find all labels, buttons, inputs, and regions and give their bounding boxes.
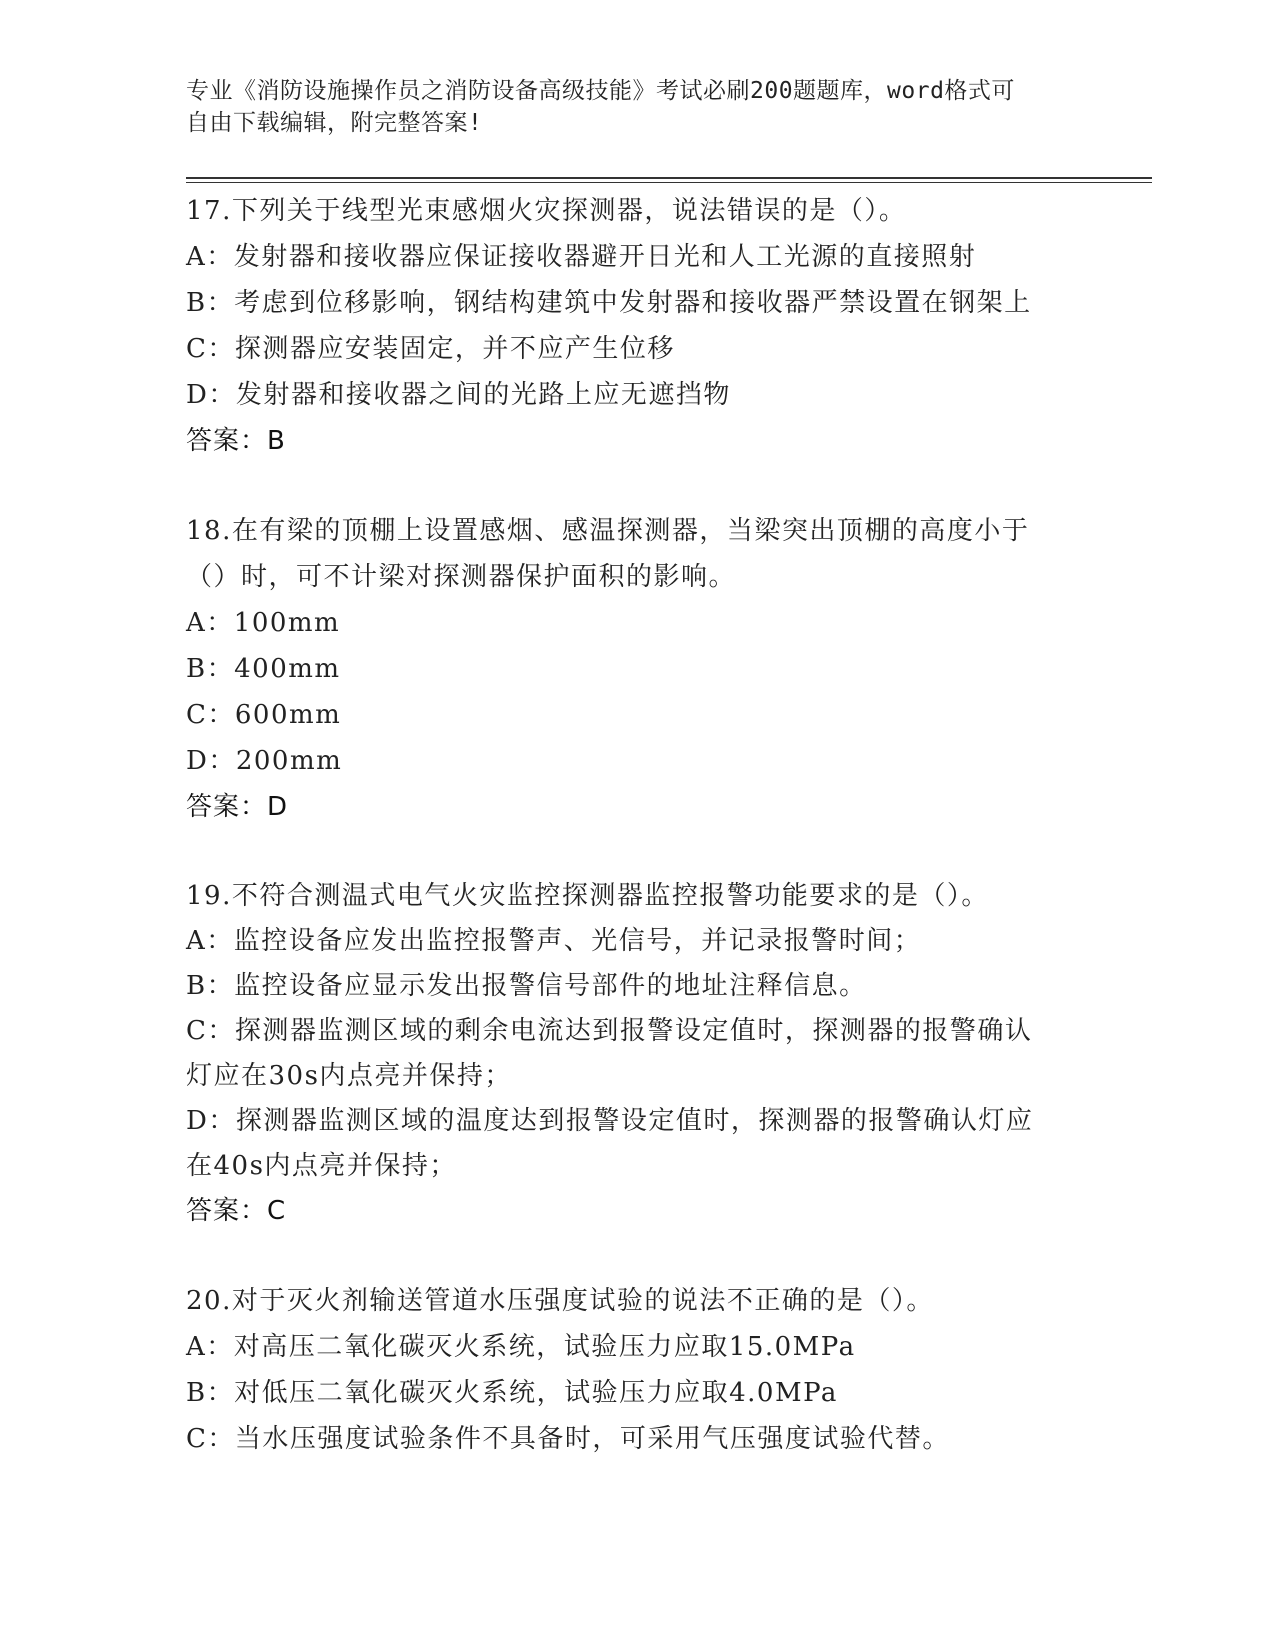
option-d: D：探测器监测区域的温度达到报警设定值时，探测器的报警确认灯应 bbox=[186, 1106, 1034, 1136]
option-a: A：对高压二氧化碳灭火系统，试验压力应取15.0MPa bbox=[186, 1332, 856, 1362]
header-title-line-1: 专业《消防设施操作员之消防设备高级技能》考试必刷200题题库，word格式可 bbox=[186, 78, 1015, 104]
option-b: B：监控设备应显示发出报警信号部件的地址注释信息。 bbox=[186, 971, 867, 1001]
question-stem: 20.对于灭火剂输送管道水压强度试验的说法不正确的是（）。 bbox=[186, 1286, 934, 1316]
option-d-continued: 在40s内点亮并保持； bbox=[186, 1151, 457, 1181]
option-b: B：考虑到位移影响，钢结构建筑中发射器和接收器严禁设置在钢架上 bbox=[186, 288, 1032, 318]
question-stem: 18.在有梁的顶棚上设置感烟、感温探测器，当梁突出顶棚的高度小于 bbox=[186, 516, 1030, 546]
question-20 bbox=[186, 1278, 1086, 1462]
question-19 bbox=[186, 874, 1086, 1234]
header-title-line-2: 自由下载编辑，附完整答案! bbox=[186, 110, 483, 136]
option-d: D：200mm bbox=[186, 746, 343, 776]
option-b: B：400mm bbox=[186, 654, 341, 684]
option-c: C：探测器应安装固定，并不应产生位移 bbox=[186, 334, 675, 364]
question-list bbox=[186, 188, 1086, 1462]
option-c-continued: 灯应在30s内点亮并保持； bbox=[186, 1061, 512, 1091]
document-header bbox=[186, 75, 1086, 139]
header-divider-thin bbox=[186, 182, 1152, 183]
question-18 bbox=[186, 508, 1086, 830]
question-stem: 19.不符合测温式电气火灾监控探测器监控报警功能要求的是（）。 bbox=[186, 881, 989, 911]
answer-line: 答案：B bbox=[186, 426, 286, 456]
option-c: C：探测器监测区域的剩余电流达到报警设定值时，探测器的报警确认 bbox=[186, 1016, 1033, 1046]
option-d: D：发射器和接收器之间的光路上应无遮挡物 bbox=[186, 380, 731, 410]
option-a: A：监控设备应发出监控报警声、光信号，并记录报警时间； bbox=[186, 926, 922, 956]
question-stem: 17.下列关于线型光束感烟火灾探测器，说法错误的是（）。 bbox=[186, 196, 907, 226]
option-a: A：发射器和接收器应保证接收器避开日光和人工光源的直接照射 bbox=[186, 242, 977, 272]
question-stem-continued: （）时，可不计梁对探测器保护面积的影响。 bbox=[186, 562, 737, 592]
option-c: C：600mm bbox=[186, 700, 342, 730]
option-b: B：对低压二氧化碳灭火系统，试验压力应取4.0MPa bbox=[186, 1378, 838, 1408]
option-c: C：当水压强度试验条件不具备时，可采用气压强度试验代替。 bbox=[186, 1424, 950, 1454]
answer-line: 答案：D bbox=[186, 792, 289, 822]
option-a: A：100mm bbox=[186, 608, 341, 638]
answer-line: 答案：C bbox=[186, 1196, 287, 1226]
question-17 bbox=[186, 188, 1086, 464]
header-divider-thick bbox=[186, 177, 1152, 179]
